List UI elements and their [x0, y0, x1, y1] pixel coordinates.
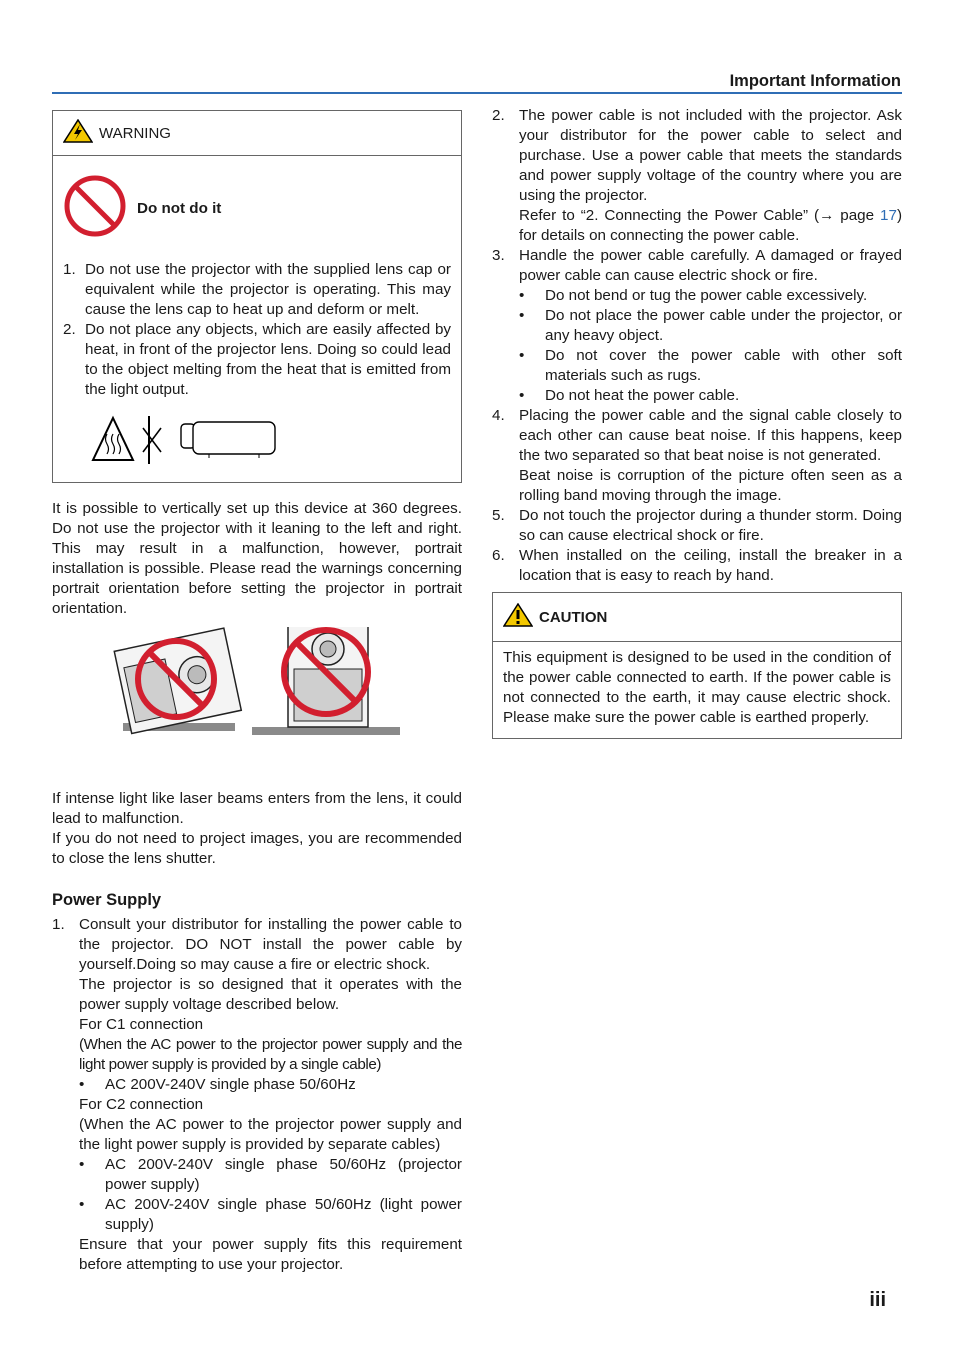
- prohibit-text: Do not do it: [137, 200, 222, 217]
- right-column: [492, 106, 902, 739]
- header-title: Important Information: [729, 72, 901, 90]
- list-item: • Do not heat the power cable.: [519, 387, 740, 404]
- warning-box: [52, 110, 462, 483]
- list-item: 6. When installed on the ceiling, install the breaker in a location that is easy to reach by hand.: [492, 547, 902, 584]
- list-item: 2. Do not place any objects, which are easily affected by heat, in front of the projector lens. Doing so could lead to the object melting from the heat that is emitted from the light output.: [63, 321, 451, 398]
- power-supply-heading: Power Supply: [52, 891, 162, 909]
- power-list: [52, 915, 462, 1275]
- prohibit-row: [63, 164, 451, 260]
- caution-label: CAUTION: [539, 609, 608, 626]
- list-item: • AC 200V-240V single phase 50/60Hz (projector power supply): [79, 1156, 462, 1193]
- caution-box: [492, 592, 902, 739]
- heat-illustration: [63, 400, 451, 472]
- list-item: • Do not cover the power cable with other soft materials such as rugs.: [519, 347, 902, 384]
- laser-paragraph: If intense light like laser beams enters from the lens, it could lead to malfunction.: [52, 790, 462, 827]
- orientation-illustration: [52, 627, 462, 777]
- page-number: iii: [869, 1289, 886, 1311]
- prohibit-icon: [63, 174, 127, 244]
- list-item: 4. Placing the power cable and the signal cable closely to each other can cause beat noise. If this happens, keep the two separated so that beat noise is not generated. Beat noise is corruption of the picture often seen as a rolling band moving through the image.: [492, 407, 902, 504]
- caution-triangle-icon: [503, 603, 533, 633]
- caution-header: [493, 593, 901, 642]
- header-rule: [52, 92, 902, 94]
- power-list-continued: [492, 106, 902, 586]
- list-item: 5. Do not touch the projector during a thunder storm. Doing so can cause electrical shock or fire.: [492, 507, 902, 544]
- list-item: 1. Do not use the projector with the supplied lens cap or equivalent while the projector is operating. This may cause the lens cap to heat up and deform or melt.: [63, 261, 451, 318]
- portrait-paragraph: It is possible to vertically set up this device at 360 degrees. Do not use the projector with it leaning to the left and right. This may result in a malfunction, however, portrait installation is possible. Please read the warnings concerning portrait orientation before setting the projector in portrait orientation.: [52, 500, 462, 617]
- caution-text: This equipment is designed to be used in the condition of the power cable connected to earth. If the power cable is not connected to the earth, it may cause electric shock. Please make sure the power cable is earthed properly.: [503, 649, 891, 726]
- list-item: • AC 200V-240V single phase 50/60Hz (light power supply): [79, 1196, 462, 1233]
- list-item: 2. The power cable is not included with the projector. Ask your distributor for the power cable to select and purchase. Use a power cable that meets the standards and power supply voltage of the country where you are using the projector. Refer to “2. Connecting the Power Cable” (→ page 17) for details on connecting the power cable.: [492, 107, 902, 244]
- list-item: 3. Handle the power cable carefully. A damaged or frayed power cable can cause electric shock or fire. • Do not bend or tug the power cable excessively. • Do not place the power cable under the projector, or any heavy object. • Do not cover the power cable with other soft materials such as rugs. • Do not heat the power cable.: [492, 247, 902, 404]
- warning-list: [63, 260, 451, 400]
- left-column: [52, 110, 462, 1275]
- warning-label: WARNING: [99, 125, 171, 142]
- page-link[interactable]: 17: [880, 207, 897, 224]
- list-item: • AC 200V-240V single phase 50/60Hz: [79, 1076, 356, 1093]
- warning-header: [53, 111, 461, 156]
- shutter-paragraph: If you do not need to project images, you are recommended to close the lens shutter.: [52, 830, 462, 867]
- list-item: • Do not place the power cable under the projector, or any heavy object.: [519, 307, 902, 344]
- list-item: • Do not bend or tug the power cable excessively.: [519, 287, 868, 304]
- list-item: 1. Consult your distributor for installing the power cable to the projector. DO NOT install the power cable by yourself.Doing so may cause a fire or electric shock. The projector is so designed that it operates with the power supply voltage described below. For C1 connection (When the AC power to the projector power supply and the light power supply is provided by a single cable) • AC 200V-240V single phase 50/60Hz For C2 connection (When the AC power to the projector power supply and the light power supply is provided by separate cables) • AC 200V-240V single phase 50/60Hz (projector power supply) • AC 200V-240V single phase 50/60Hz (light power supply) Ensure that your power supply fits this requirement before attempting to use your projector.: [52, 916, 462, 1273]
- warning-triangle-icon: [63, 119, 93, 149]
